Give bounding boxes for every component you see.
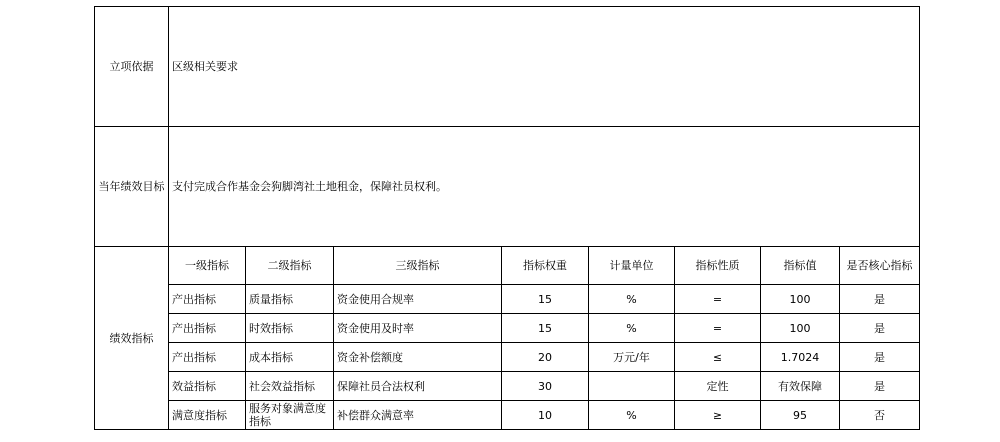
cell-value: 95 (761, 401, 840, 430)
indicator-row (95, 285, 920, 314)
cell-core: 否 (840, 401, 920, 430)
cell-unit: % (589, 401, 675, 430)
project-basis-row (95, 7, 920, 127)
cell-level3: 资金使用及时率 (334, 314, 502, 343)
cell-level3: 资金使用合规率 (334, 285, 502, 314)
cell-level1: 产出指标 (169, 343, 246, 372)
performance-form-table (94, 6, 920, 430)
annual-goal-value: 支付完成合作基金会狗脚湾社土地租金，保障社员权利。 (169, 127, 920, 247)
indicator-row (95, 372, 920, 401)
cell-unit: % (589, 314, 675, 343)
cell-level3: 补偿群众满意率 (334, 401, 502, 430)
cell-unit (589, 372, 675, 401)
cell-core: 是 (840, 314, 920, 343)
indicator-row (95, 401, 920, 430)
cell-level2: 服务对象满意度指标 (246, 401, 334, 430)
indicator-header-row (95, 247, 920, 285)
cell-weight: 15 (502, 285, 589, 314)
cell-level1: 产出指标 (169, 285, 246, 314)
header-weight: 指标权重 (502, 247, 589, 285)
cell-level2: 社会效益指标 (246, 372, 334, 401)
cell-nature: ≤ (675, 343, 761, 372)
header-level2: 二级指标 (246, 247, 334, 285)
indicators-label: 绩效指标 (95, 247, 169, 430)
header-level3: 三级指标 (334, 247, 502, 285)
cell-level2: 质量指标 (246, 285, 334, 314)
header-value: 指标值 (761, 247, 840, 285)
cell-nature: = (675, 285, 761, 314)
cell-weight: 10 (502, 401, 589, 430)
header-core: 是否核心指标 (840, 247, 920, 285)
cell-level1: 效益指标 (169, 372, 246, 401)
indicator-row (95, 314, 920, 343)
cell-weight: 15 (502, 314, 589, 343)
cell-core: 是 (840, 285, 920, 314)
cell-nature: 定性 (675, 372, 761, 401)
cell-level3: 资金补偿额度 (334, 343, 502, 372)
cell-level1: 产出指标 (169, 314, 246, 343)
cell-level2: 时效指标 (246, 314, 334, 343)
cell-unit: % (589, 285, 675, 314)
cell-weight: 30 (502, 372, 589, 401)
cell-value: 1.7024 (761, 343, 840, 372)
cell-unit: 万元/年 (589, 343, 675, 372)
cell-core: 是 (840, 343, 920, 372)
header-level1: 一级指标 (169, 247, 246, 285)
cell-nature: ≥ (675, 401, 761, 430)
cell-value: 100 (761, 314, 840, 343)
project-basis-label: 立项依据 (95, 7, 169, 127)
cell-core: 是 (840, 372, 920, 401)
cell-level1: 满意度指标 (169, 401, 246, 430)
header-nature: 指标性质 (675, 247, 761, 285)
cell-nature: = (675, 314, 761, 343)
header-unit: 计量单位 (589, 247, 675, 285)
annual-goal-row (95, 127, 920, 247)
cell-level2: 成本指标 (246, 343, 334, 372)
annual-goal-label: 当年绩效目标 (95, 127, 169, 247)
cell-value: 100 (761, 285, 840, 314)
cell-level3: 保障社员合法权利 (334, 372, 502, 401)
project-basis-value: 区级相关要求 (169, 7, 920, 127)
cell-weight: 20 (502, 343, 589, 372)
cell-value: 有效保障 (761, 372, 840, 401)
indicator-row (95, 343, 920, 372)
